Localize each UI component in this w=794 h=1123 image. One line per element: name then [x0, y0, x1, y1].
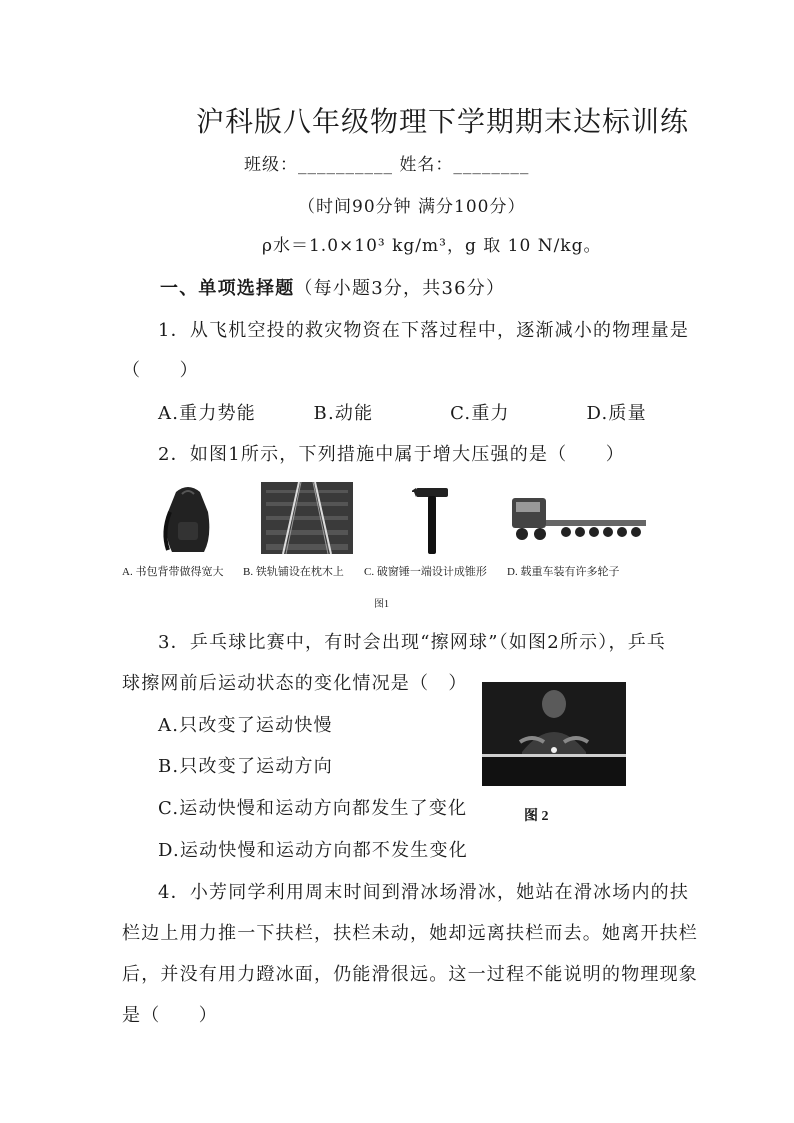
q3-option-a: A.只改变了运动快慢 [158, 715, 333, 736]
safety-hammer-image [412, 482, 452, 556]
q2-line-1: 2．如图1所示，下列措施中属于增大压强的是（ ） [158, 444, 625, 465]
figure-1-label: 图1 [374, 599, 389, 610]
section-1-note: （每小题3分，共36分） [294, 278, 506, 299]
railway-image [261, 482, 353, 554]
heavy-truck-image [508, 490, 648, 548]
q3-line-2: 球擦网前后运动状态的变化情况是（ ） [122, 673, 468, 694]
page-title: 沪科版八年级物理下学期期末达标训练 [196, 105, 690, 138]
section-1-title: 一、单项选择题 [160, 278, 295, 299]
figure-1-caption-c: C. 破窗锤一端设计成锥形 [364, 566, 487, 578]
backpack-image [158, 482, 218, 556]
q1-line-2: （ ） [122, 360, 199, 381]
q3-option-b: B.只改变了运动方向 [158, 756, 333, 777]
figure-1-caption-b: B. 铁轨铺设在枕木上 [243, 566, 344, 578]
figure-2-label: 图 2 [524, 809, 549, 824]
section-1-heading [160, 274, 505, 300]
q3-option-c: C.运动快慢和运动方向都发生了变化 [158, 798, 468, 819]
q4-line-4: 是（ ） [122, 1005, 218, 1026]
figure-1-caption-d: D. 载重车装有许多轮子 [507, 566, 620, 578]
time-line: （时间90分钟 满分100分） [298, 197, 526, 217]
q4-line-2: 栏边上用力推一下扶栏，扶栏未动，她却远离扶栏而去。她离开扶栏 [122, 923, 698, 944]
q1-line-1: 1．从飞机空投的救灾物资在下落过程中，逐渐减小的物理量是 [158, 320, 690, 341]
q3-line-1: 3．乒乓球比赛中，有时会出现“擦网球”（如图2所示），乒乓 [158, 632, 667, 653]
constants-line: ρ水＝1.0×10³ kg/m³，g 取 10 N/kg。 [262, 236, 602, 256]
figure-1-caption-a: A. 书包背带做得宽大 [122, 566, 224, 578]
table-tennis-photo [482, 682, 626, 786]
q1-options: A.重力势能 B.动能 C.重力 D.质量 [158, 403, 647, 424]
class-name-line: 班级：__________ 姓名：________ [244, 155, 530, 175]
q4-line-1: 4．小芳同学利用周末时间到滑冰场滑冰，她站在滑冰场内的扶 [158, 882, 690, 903]
q3-option-d: D.运动快慢和运动方向都不发生变化 [158, 840, 468, 861]
q4-line-3: 后，并没有用力蹬冰面，仍能滑很远。这一过程不能说明的物理现象 [122, 964, 698, 985]
